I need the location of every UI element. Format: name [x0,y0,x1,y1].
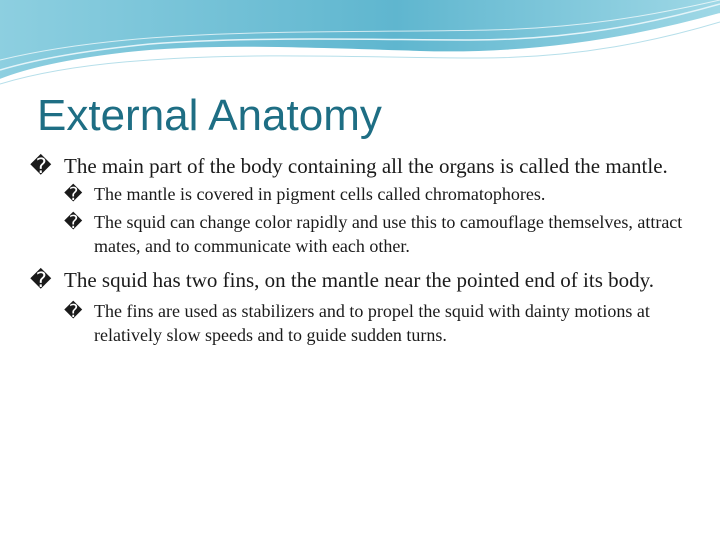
bullet-marker-icon: � [64,184,83,204]
sub-bullet-item [64,182,690,206]
sub-bullet-item [64,299,690,347]
header-wave-decoration [0,0,720,90]
sub-bullet-text: The fins are used as stabilizers and to propel the squid with dainty motions at relatively slow speeds and to guide sudden turns. [94,301,650,345]
bullet-marker-icon: � [30,154,52,178]
bullet-list [30,154,690,347]
bullet-item [30,268,690,293]
sub-bullet-item [64,210,690,258]
sub-bullet-text: The squid can change color rapidly and use this to camouflage themselves, attract mates, and to communicate with each other. [94,212,683,256]
bullet-marker-icon: � [64,301,83,321]
bullet-marker-icon: � [64,212,83,232]
sub-bullet-text: The mantle is covered in pigment cells called chromatophores. [94,184,546,204]
bullet-text: The squid has two fins, on the mantle near the pointed end of its body. [64,268,655,292]
bullet-marker-icon: � [30,268,52,292]
bullet-text: The main part of the body containing all the organs is called the mantle. [64,154,668,178]
bullet-item [30,154,690,179]
slide-title: External Anatomy [37,91,382,140]
